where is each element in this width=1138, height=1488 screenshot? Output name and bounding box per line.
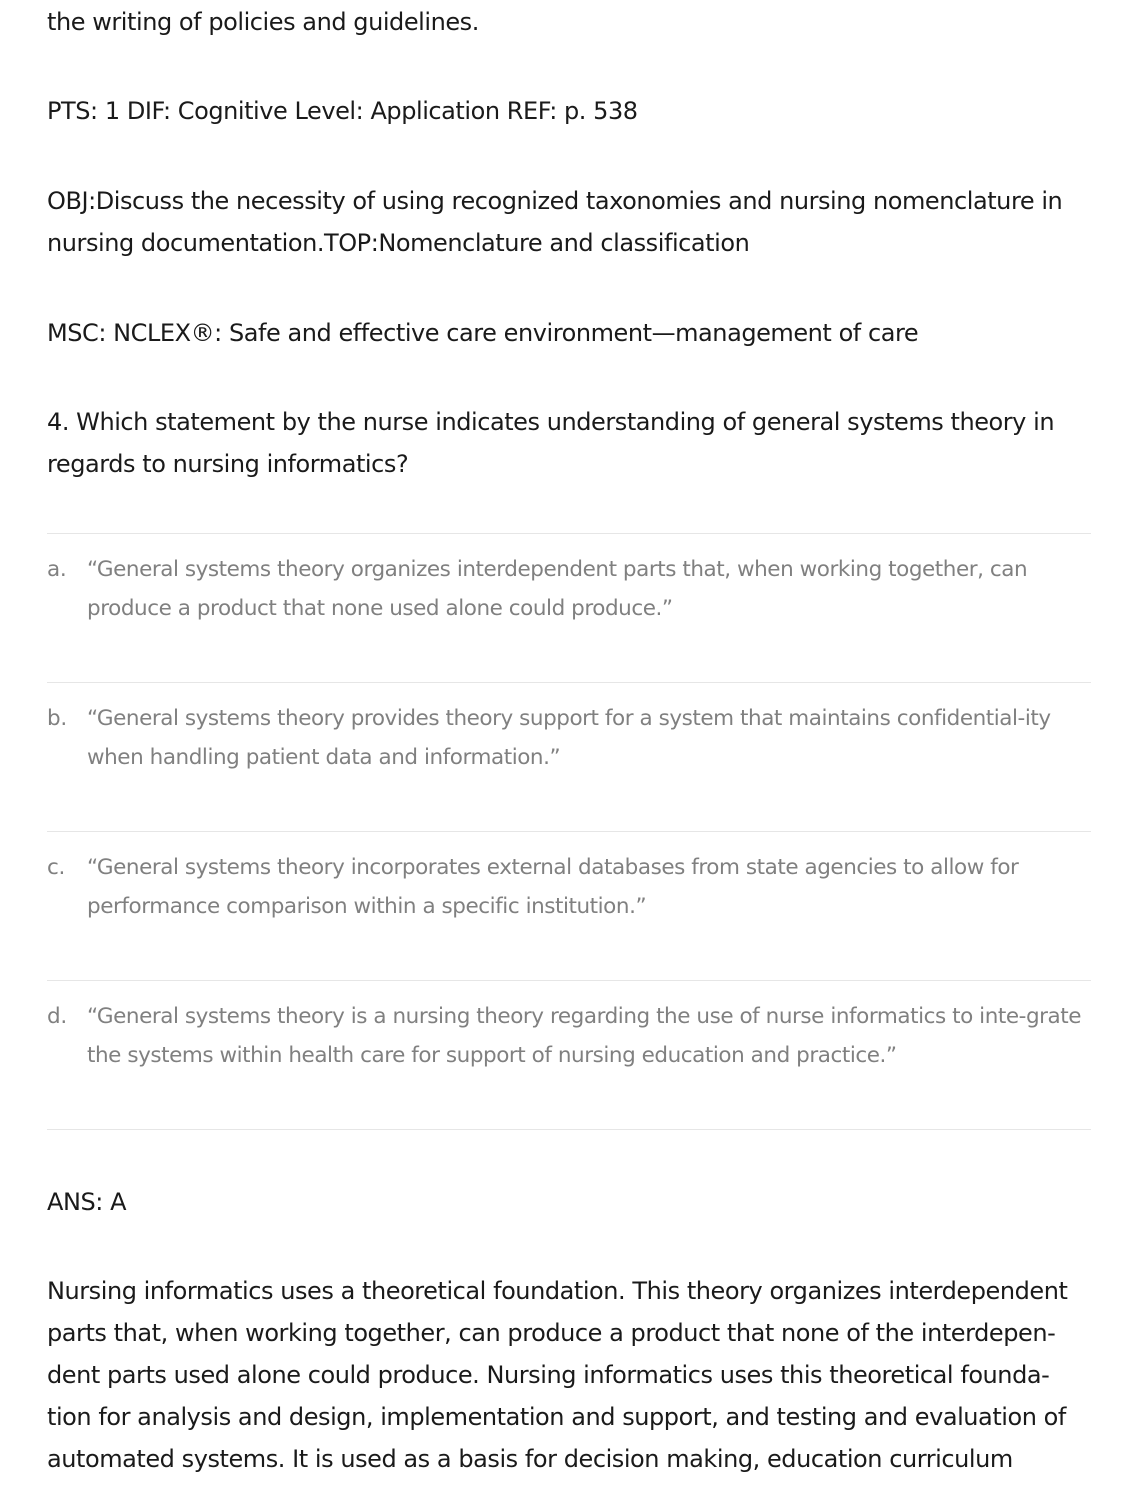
option-text: “General systems theory organizes interdependent parts that, when working together, can produce a product that none used alone could produce.” bbox=[87, 557, 1028, 621]
option-letter: b. bbox=[47, 706, 67, 731]
msc-metadata: MSC: NCLEX®: Safe and effective care environment—management of care bbox=[47, 319, 919, 347]
question-text: 4. Which statement by the nurse indicates understanding of general systems theory in regards to nursing informatics? bbox=[47, 408, 1055, 478]
option-text: “General systems theory incorporates external databases from state agencies to allow for performance comparison within a specific institution.” bbox=[87, 855, 1019, 919]
rationale-text: Nursing informatics uses a theoretical foundation. This theory organizes interdependent parts that, when working together, can produce a product that none of the interdepen-dent parts used alone could produce. Nursing informatics uses this theoretical founda-tion for analysis and design, implementation and support, and testing and evaluation of automated systems. It is used as a basis for decision making, education curriculum bbox=[47, 1277, 1068, 1473]
answer-options-list bbox=[47, 533, 1091, 1130]
answer-option-b bbox=[47, 682, 1091, 831]
answer-option-d bbox=[47, 980, 1091, 1129]
answer-option-a bbox=[47, 533, 1091, 682]
option-letter: a. bbox=[47, 557, 67, 582]
options-divider bbox=[47, 1129, 1091, 1130]
answer-option-c bbox=[47, 831, 1091, 980]
option-text: “General systems theory provides theory support for a system that maintains confidential-ity when handling patient data and information.” bbox=[87, 706, 1051, 770]
intro-tail-text: the writing of policies and guidelines. bbox=[47, 8, 479, 36]
option-text: “General systems theory is a nursing theory regarding the use of nurse informatics to inte-grate the systems within health care for support of nursing education and practice.” bbox=[87, 1004, 1082, 1068]
pts-metadata: PTS: 1 DIF: Cognitive Level: Application REF: p. 538 bbox=[47, 97, 638, 125]
objective-text: OBJ:Discuss the necessity of using recognized taxonomies and nursing nomenclature in nursing documentation.TOP:Nomenclature and classification bbox=[47, 187, 1063, 257]
answer-key: ANS: A bbox=[47, 1188, 127, 1216]
option-letter: c. bbox=[47, 855, 66, 880]
option-letter: d. bbox=[47, 1004, 67, 1029]
